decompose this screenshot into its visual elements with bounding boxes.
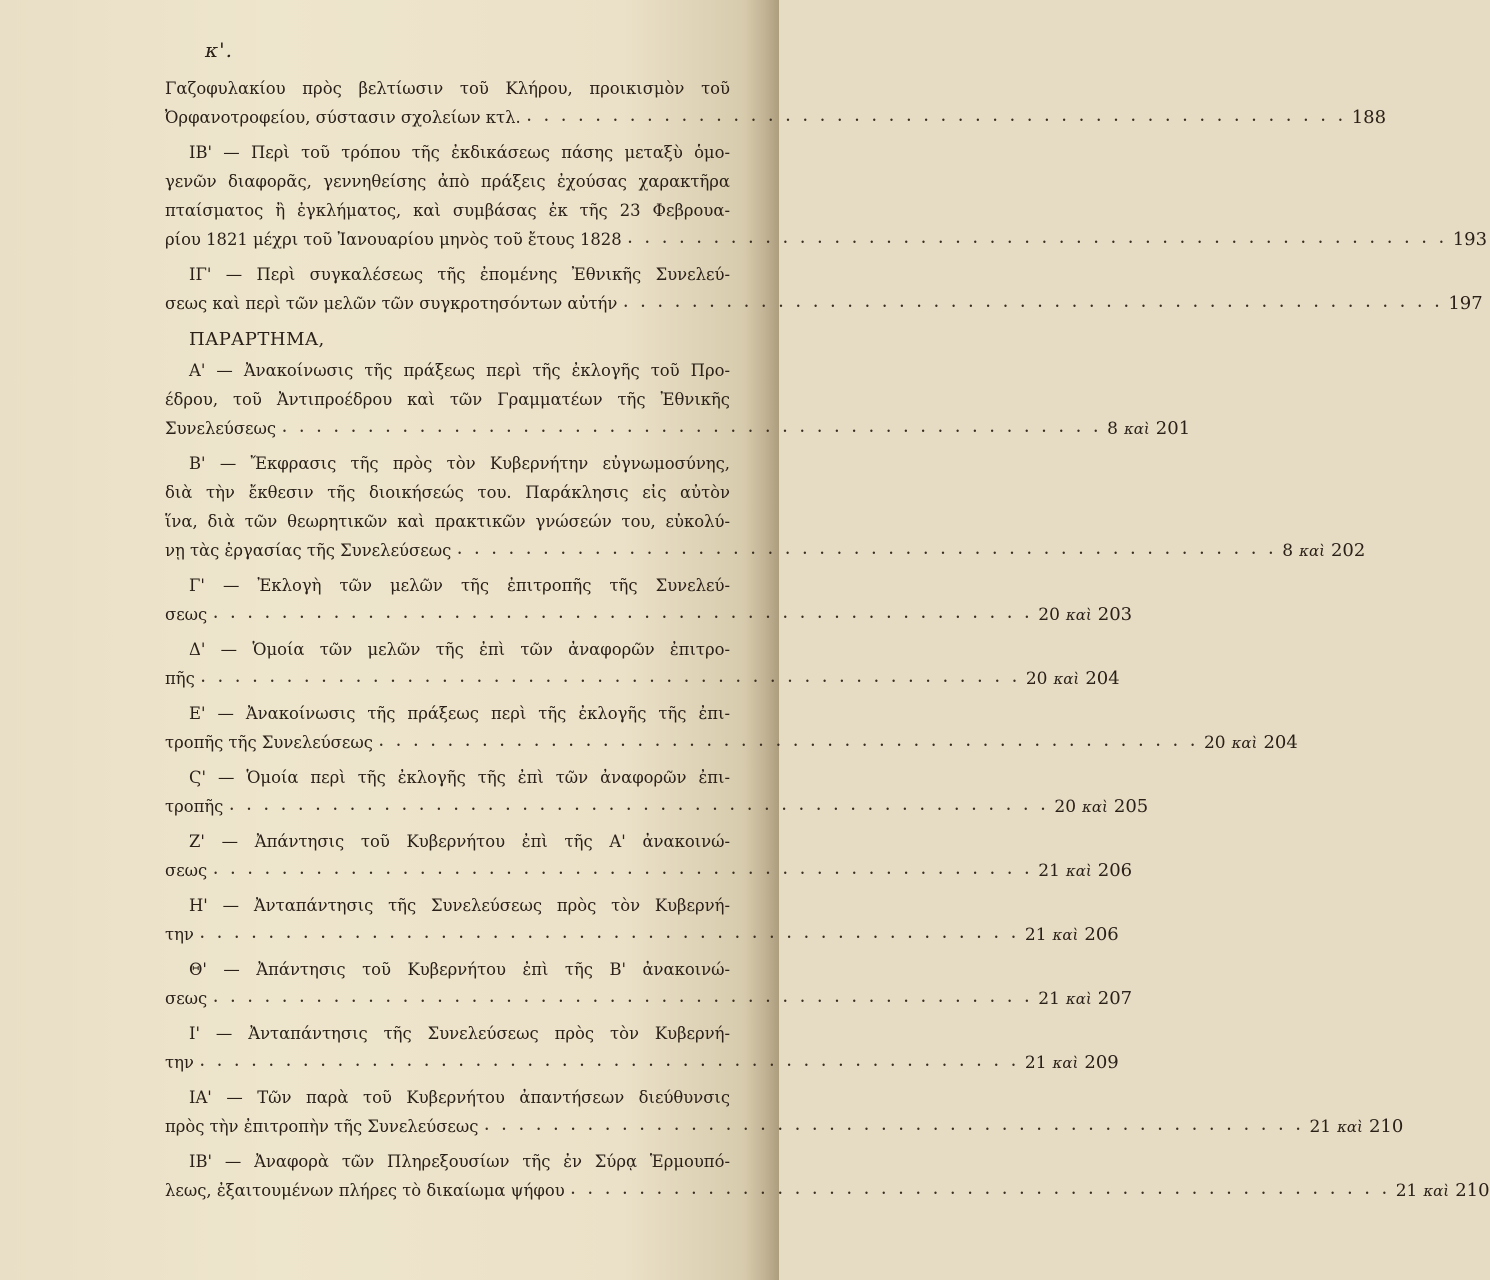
- page-reference: 193: [1452, 229, 1488, 250]
- toc-line: [165, 920, 1119, 952]
- page-ref-kai: καὶ: [1337, 1118, 1363, 1136]
- toc-line-text: πῆς: [165, 669, 195, 688]
- toc-line: [165, 728, 1298, 760]
- toc-line: ΙΓ' — Περὶ συγκαλέσεως τῆς ἐπομένης Ἐθνικῆς Συνελεύ-: [189, 265, 730, 284]
- dot-leader: [521, 103, 1348, 135]
- toc-entry: [165, 449, 1366, 568]
- toc-entry: [165, 1019, 1119, 1080]
- page-fold-shadow: [745, 0, 779, 1280]
- page-ref-kai: καὶ: [1065, 862, 1092, 880]
- toc-line: Ε' — Ἀνακοίνωσις τῆς πράξεως περὶ τῆς ἐκλογῆς τῆς ἐπι-: [189, 704, 730, 723]
- page-ref-from: 21: [1395, 1181, 1418, 1201]
- dot-leader: [195, 664, 1022, 696]
- toc-line: [165, 1112, 1404, 1144]
- page-ref-to: 206: [1097, 860, 1133, 881]
- toc-line: [165, 1176, 1490, 1208]
- toc-line-text: σεως καὶ περὶ τῶν μελῶν τῶν συγκροτησόντων αὐτήν: [165, 294, 618, 313]
- toc-line: Α' — Ἀνακοίνωσις τῆς πράξεως περὶ τῆς ἐκλογῆς τοῦ Προ-: [189, 361, 730, 380]
- page-reference: 197: [1448, 293, 1483, 314]
- toc-entry: [165, 356, 1191, 446]
- toc-line: [165, 289, 1483, 321]
- page-ref-from: 21: [1024, 925, 1047, 945]
- toc-entry: [165, 138, 1488, 257]
- page-ref-from: 21: [1038, 861, 1060, 881]
- page-ref-from: 20: [1203, 733, 1226, 753]
- page-ref-to: 206: [1084, 924, 1119, 945]
- toc-line: ἵνα, διὰ τῶν θεωρητικῶν καὶ πρακτικῶν γνώσεών του, εὐκολύ-: [165, 512, 730, 531]
- page-ref-to: 203: [1097, 604, 1133, 625]
- toc-line-text: Ὀρφανοτροφείου, σύστασιν σχολείων κτλ.: [165, 108, 521, 127]
- dot-leader: [617, 289, 1444, 321]
- dot-leader: [478, 1112, 1305, 1144]
- page-ref-kai: καὶ: [1053, 670, 1080, 688]
- toc-line: [165, 792, 1149, 824]
- toc-line-text: τροπῆς τῆς Συνελεύσεως: [165, 733, 373, 752]
- toc-line: ΙΒ' — Ἀναφορὰ τῶν Πληρεξουσίων τῆς ἐν Σύρᾳ Ἑρμουπό-: [189, 1152, 730, 1171]
- page-ref-kai: καὶ: [1123, 420, 1150, 438]
- toc-line: Ζ' — Ἀπάντησις τοῦ Κυβερνήτου ἐπὶ τῆς Α' ἀνακοινώ-: [189, 832, 730, 851]
- page-ref-from: 21: [1038, 989, 1060, 1009]
- toc-entry: [165, 260, 1483, 321]
- toc-line: [165, 856, 1133, 888]
- page-reference: [1278, 536, 1365, 566]
- toc-line: Ι' — Ἀνταπάντησις τῆς Συνελεύσεως πρὸς τὸν Κυβερνή-: [189, 1024, 730, 1043]
- toc-line-text: την: [165, 1053, 194, 1072]
- toc-line: [165, 536, 1366, 568]
- page-reference: [1392, 1176, 1490, 1206]
- toc-line: ΙΑ' — Τῶν παρὰ τοῦ Κυβερνήτου ἀπαντήσεων διεύθυνσις: [189, 1088, 730, 1107]
- dot-leader: [207, 600, 1034, 632]
- toc-line-text: σεως: [165, 605, 208, 624]
- page-reference: [1103, 414, 1190, 444]
- toc-entry: [165, 763, 1149, 824]
- page-ref-to: 207: [1097, 988, 1133, 1009]
- page-reference: [1021, 1048, 1119, 1078]
- toc-line-text: πρὸς τὴν ἐπιτροπὴν τῆς Συνελεύσεως: [165, 1117, 479, 1136]
- toc-line: [165, 1048, 1119, 1080]
- toc-line: διὰ τὴν ἔκθεσιν τῆς διοικήσεώς του. Παράκλησις εἰς αὐτὸν: [165, 483, 730, 502]
- page-reference: [1034, 984, 1132, 1014]
- page-ref-kai: καὶ: [1299, 542, 1325, 560]
- toc-line: Θ' — Ἀπάντησις τοῦ Κυβερνήτου ἐπὶ τῆς Β' ἀνακοινώ-: [189, 960, 730, 979]
- toc-line-text: σεως: [165, 861, 208, 880]
- page-ref-kai: καὶ: [1082, 798, 1108, 816]
- dot-leader: [207, 984, 1034, 1016]
- dot-leader: [565, 1176, 1392, 1208]
- page-ref-to: 201: [1155, 418, 1191, 439]
- page-ref-to: 204: [1263, 732, 1298, 753]
- page-ref-from: 21: [1024, 1053, 1047, 1073]
- toc-line: [165, 984, 1133, 1016]
- toc-entry: [165, 1147, 1490, 1208]
- dot-leader: [276, 414, 1103, 446]
- page-ref-to: 204: [1085, 668, 1120, 689]
- page-reference: [1305, 1112, 1403, 1142]
- page-ref-to: 210: [1455, 1180, 1490, 1201]
- toc-entry: [165, 74, 1387, 135]
- toc-line: Δ' — Ὁμοία τῶν μελῶν τῆς ἐπὶ τῶν ἀναφορῶν ἐπιτρο-: [189, 640, 730, 659]
- dot-leader: [194, 920, 1021, 952]
- toc-entry: [165, 891, 1119, 952]
- toc-line-text: τροπῆς: [165, 797, 224, 816]
- page-reference: [1021, 920, 1119, 950]
- dot-leader: [451, 536, 1278, 568]
- toc-line-text: Συνελεύσεως: [165, 419, 277, 438]
- toc-entry: [165, 1083, 1404, 1144]
- table-of-contents: [165, 74, 1490, 1211]
- toc-entry: [165, 635, 1120, 696]
- page-number: κ'.: [205, 38, 233, 62]
- page-ref-from: 20: [1038, 605, 1060, 625]
- toc-line: έδρου, τοῦ Ἀντιπροέδρου καὶ τῶν Γραμματέων τῆς Ἐθνικῆς: [165, 390, 730, 409]
- dot-leader: [373, 728, 1200, 760]
- page-ref-from: 8: [1282, 541, 1294, 561]
- page-reference: [1050, 792, 1148, 822]
- toc-line: γενῶν διαφορᾶς, γεννηθείσης ἀπὸ πράξεις ἐχούσας χαρακτῆρα: [165, 172, 730, 191]
- dot-leader: [207, 856, 1034, 888]
- toc-entry: [165, 827, 1133, 888]
- toc-line: Β' — Ἔκφρασις τῆς πρὸς τὸν Κυβερνήτην εὐγνωμοσύνης,: [189, 454, 730, 473]
- page-ref-kai: καὶ: [1231, 734, 1258, 752]
- page-ref-from: 20: [1025, 669, 1048, 689]
- toc-line: [165, 225, 1488, 257]
- dot-leader: [194, 1048, 1021, 1080]
- toc-entry: [165, 699, 1298, 760]
- page-ref-from: 21: [1309, 1117, 1332, 1137]
- page-ref-kai: καὶ: [1423, 1182, 1450, 1200]
- toc-line: Γ' — Ἐκλογὴ τῶν μελῶν τῆς ἐπιτροπῆς τῆς Συνελεύ-: [189, 576, 730, 595]
- toc-entry: [165, 955, 1133, 1016]
- toc-line: [165, 664, 1120, 696]
- toc-line: ΙΒ' — Περὶ τοῦ τρόπου τῆς ἐκδικάσεως πάσης μεταξὺ ὁμο-: [189, 143, 730, 162]
- toc-line: πταίσματος ἢ ἐγκλήματος, καὶ συμβάσας ἐκ τῆς 23 Φεβρουα-: [165, 201, 730, 220]
- toc-line: Γαζοφυλακίου πρὸς βελτίωσιν τοῦ Κλήρου, προικισμὸν τοῦ: [165, 79, 730, 98]
- toc-line: Η' — Ἀνταπάντησις τῆς Συνελεύσεως πρὸς τὸν Κυβερνή-: [189, 896, 730, 915]
- toc-line-text: νῃ τὰς ἐργασίας τῆς Συνελεύσεως: [165, 541, 452, 560]
- toc-line-text: την: [165, 925, 194, 944]
- toc-line: [165, 414, 1191, 446]
- toc-line-text: ρίου 1821 μέχρι τοῦ Ἰανουαρίου μηνὸς τοῦ ἔτους 1828: [165, 230, 622, 249]
- toc-line: [165, 103, 1387, 135]
- page-ref-to: 205: [1113, 796, 1149, 817]
- appendix-heading: ΠΑΡΑΡΤΗΜΑ,: [189, 329, 325, 350]
- page-ref-to: 210: [1368, 1116, 1404, 1137]
- dot-leader: [622, 225, 1449, 257]
- dot-leader: [223, 792, 1050, 824]
- toc-line-text: σεως: [165, 989, 208, 1008]
- page-ref-from: 8: [1107, 419, 1118, 439]
- page-ref-kai: καὶ: [1065, 606, 1092, 624]
- page-ref-to: 209: [1084, 1052, 1119, 1073]
- page-ref-kai: καὶ: [1065, 990, 1092, 1008]
- page-ref-from: 20: [1054, 797, 1077, 817]
- page-reference: [1034, 600, 1132, 630]
- page-reference: [1034, 856, 1132, 886]
- page-ref-kai: καὶ: [1052, 1054, 1079, 1072]
- toc-line: Ϛ' — Ὁμοία περὶ τῆς ἐκλογῆς τῆς ἐπὶ τῶν ἀναφορῶν ἐπι-: [189, 768, 730, 787]
- page-ref-kai: καὶ: [1052, 926, 1079, 944]
- page-reference: [1200, 728, 1298, 758]
- page-reference: 188: [1351, 107, 1387, 128]
- page-ref-to: 202: [1330, 540, 1366, 561]
- page-reference: [1022, 664, 1120, 694]
- toc-entry: [165, 571, 1133, 632]
- toc-line: [165, 600, 1133, 632]
- toc-line-text: λεως, ἐξαιτουμένων πλήρες τὸ δικαίωμα ψήφου: [165, 1181, 565, 1200]
